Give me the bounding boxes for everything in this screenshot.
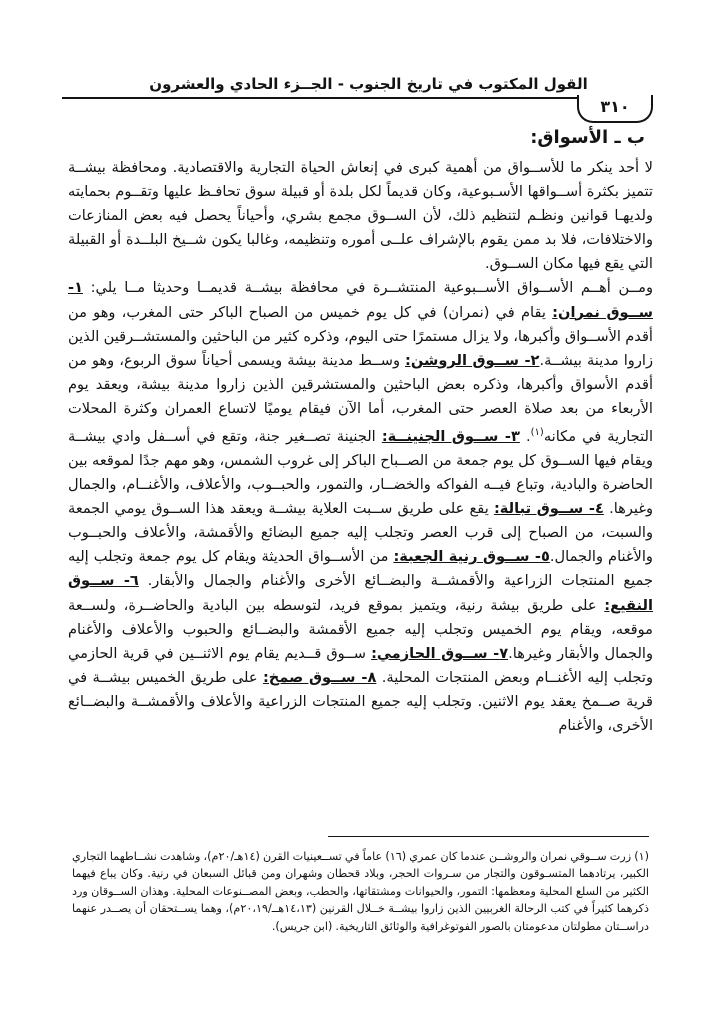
market-label-naqi: ٦- ســوق النقيع: [68, 572, 653, 614]
market-label-samkh: ٨- ســوق صمخ: [262, 668, 377, 686]
market-text-samkh: على طريق الخميس بيشــة في قرية صــمخ يعقد يوم الاثنين. وتجلب إليه جميع المنتجات الزراعية والأعلاف والأقمشــة والبضــائع الأخرى، والأغنام [68, 668, 653, 735]
market-label-junaynah: ٣- ســوق الجنينــة: [381, 427, 520, 445]
market-label-tabalah: ٤- ســوق تبالة: [493, 500, 604, 518]
market-text-ranyah: من الأســواق الحديثة ويقام كل يوم جمعة وتجلب إليه جميع المنتجات الزراعية والأقمشــة والبضــائع الأخرى والأغنام والجمال والأبقار. [68, 548, 654, 590]
market-text-tabalah: يقع على طريق ســبت العلاية بيشــة ويعقد هذا الســوق يومي الجمعة والسبت، من الصباح إلى قرب العصر وتجلب إليه جميع البضائع والأقمشة، والأعلاف والحبــوب والأغنام والجمال. [68, 500, 653, 566]
market-text-hazimi: ســوق قــديم يقام يوم الاثنــين في قرية الحازمي وتجلب إليه الأغنــام وبعض المنتجات المحلية. [68, 644, 654, 686]
markets-paragraph [68, 276, 653, 738]
market-label-nimran: ١- ســوق نمران: [68, 279, 654, 321]
header-rule [62, 97, 653, 99]
market-label-ranyah: ٥- ســوق رنية الجعبة: [393, 548, 550, 566]
running-title: القول المكتوب في تاريخ الجنوب - الجــزء الحادي والعشرون [149, 75, 588, 93]
footnote: (١) زرت ســوقي نمران والروشــن عندما كان عمري (١٦) عاماً في تســعينيات القرن (١٤هـ/٢٠م)، وشاهدت نشــاطهما التجاري الكبير، يرتادهما المتسـوقون والتجار من سـروات الحجر، وبلاد قحطان وشهران ومن قبائل السبعان في رنية. وكان يباع فيهما الكثير من السلع المحلية ومعظمها: التمور، والحيوانات ومشتقاتها، والحطب، وبعض المصــنوعات المحلية. وهذان الســوقان ورد ذكرهما كثيراً في كتب الرحالة الغربيين الذين زاروا بيشــة خــلال القرنين (١٤،١٣هــ/٢٠،١٩م)، وهما يســتحقان أن يصــدر عنهما دراســتان مطولتان مدعومتان بالصور الفوتوغرافية والوثائق التاريخية. (ابن جريس). [72, 850, 649, 933]
market-text-rawshan: وســط مدينة بيشة ويسمى أحياناً سوق الربوع، وهو من أقدم الأسواق وأكبرها، وذكره بعض الباحثين والمستشرقين الذين زاروا مدينة بيشة، ويعقد يوم الأربعاء من بعد صلاة العصر حتى المغرب، أما الآن فيقام يوميًا لاتساع العمران وكثرة المحلات التجارية في مكانه [68, 351, 654, 445]
footnote-rule [328, 836, 649, 837]
market-label-rawshan: ٢- ســوق الروشن: [405, 351, 540, 369]
market-text-rawshan-end: . [525, 427, 531, 445]
market-text-nimran: يقام في (نمران) في كل يوم خميس من الصباح الباكر حتى المغرب، وهو من أقدم الأســواق وأكبرها، ولا يزال مستمرًا حتى اليوم، وذكره كثير من الباحثين والمستشــرقين الذين زاروا مدينة بيشــة. [68, 303, 654, 369]
market-label-hazimi: ٧- ســوق الحازمي: [371, 644, 509, 662]
market-text-junaynah: الجنينة تصــغير جنة، وتقع في أســفل وادي بيشــة ويقام فيها الســوق كل يوم جمعة من الصــباح الباكر إلى غروب الشمس، وهو مهم جدًا لموقعه بين الحاضرة والبادية، وتباع فيــه الفواكه والخضــار، والتمور، والحبــوب، والأعلاف، والأغنــام، والجمال وغيرها. [68, 427, 653, 518]
market-text-naqi: على طريق بيشة رنية، ويتميز بموقع فريد، لتوسطه بين البادية والحاضــرة، ولســعة موقعه، ويقام يوم الخميس وتجلب إليه جميع الأقمشة والبضــائع والحبوب والأعلاف والأغنام والجمال والأبقار وغيرها. [68, 596, 653, 662]
intro-paragraph: لا أحد ينكر ما للأســواق من أهمية كبرى في إنعاش الحياة التجارية والاقتصادية. ومحافظة بيشــة تتميز بكثرة أســواقها الأسـبوعية، وكان قديماً لكل بلدة أو قبيلة سوق تحافـظ عليها وتقــوم بحمايته ولديهـا قوانين ونظـم لتنظيم ذلك، لأن الســوق مجمع بشري، وأحياناً يحصل فيه بعض المنازعات والاختلافات، فلا بد ممن يقوم بالإشراف علــى أموره وتنظيمه، وغالبا يكون شــيخ البلــدة أو القبيلة التي يقع فيها مكان الســوق. [68, 159, 653, 273]
body-text [68, 156, 653, 738]
section-title: ب ـ الأسواق: [530, 127, 645, 148]
footnote-reference[interactable]: (١) [530, 427, 544, 439]
markets-intro: ومــن أهــم الأســواق الأســبوعية المنتشــرة في محافظة بيشــة قديمــا وحديثا مــا يلي: [90, 279, 654, 297]
page-number: ٣١٠ [577, 95, 653, 123]
